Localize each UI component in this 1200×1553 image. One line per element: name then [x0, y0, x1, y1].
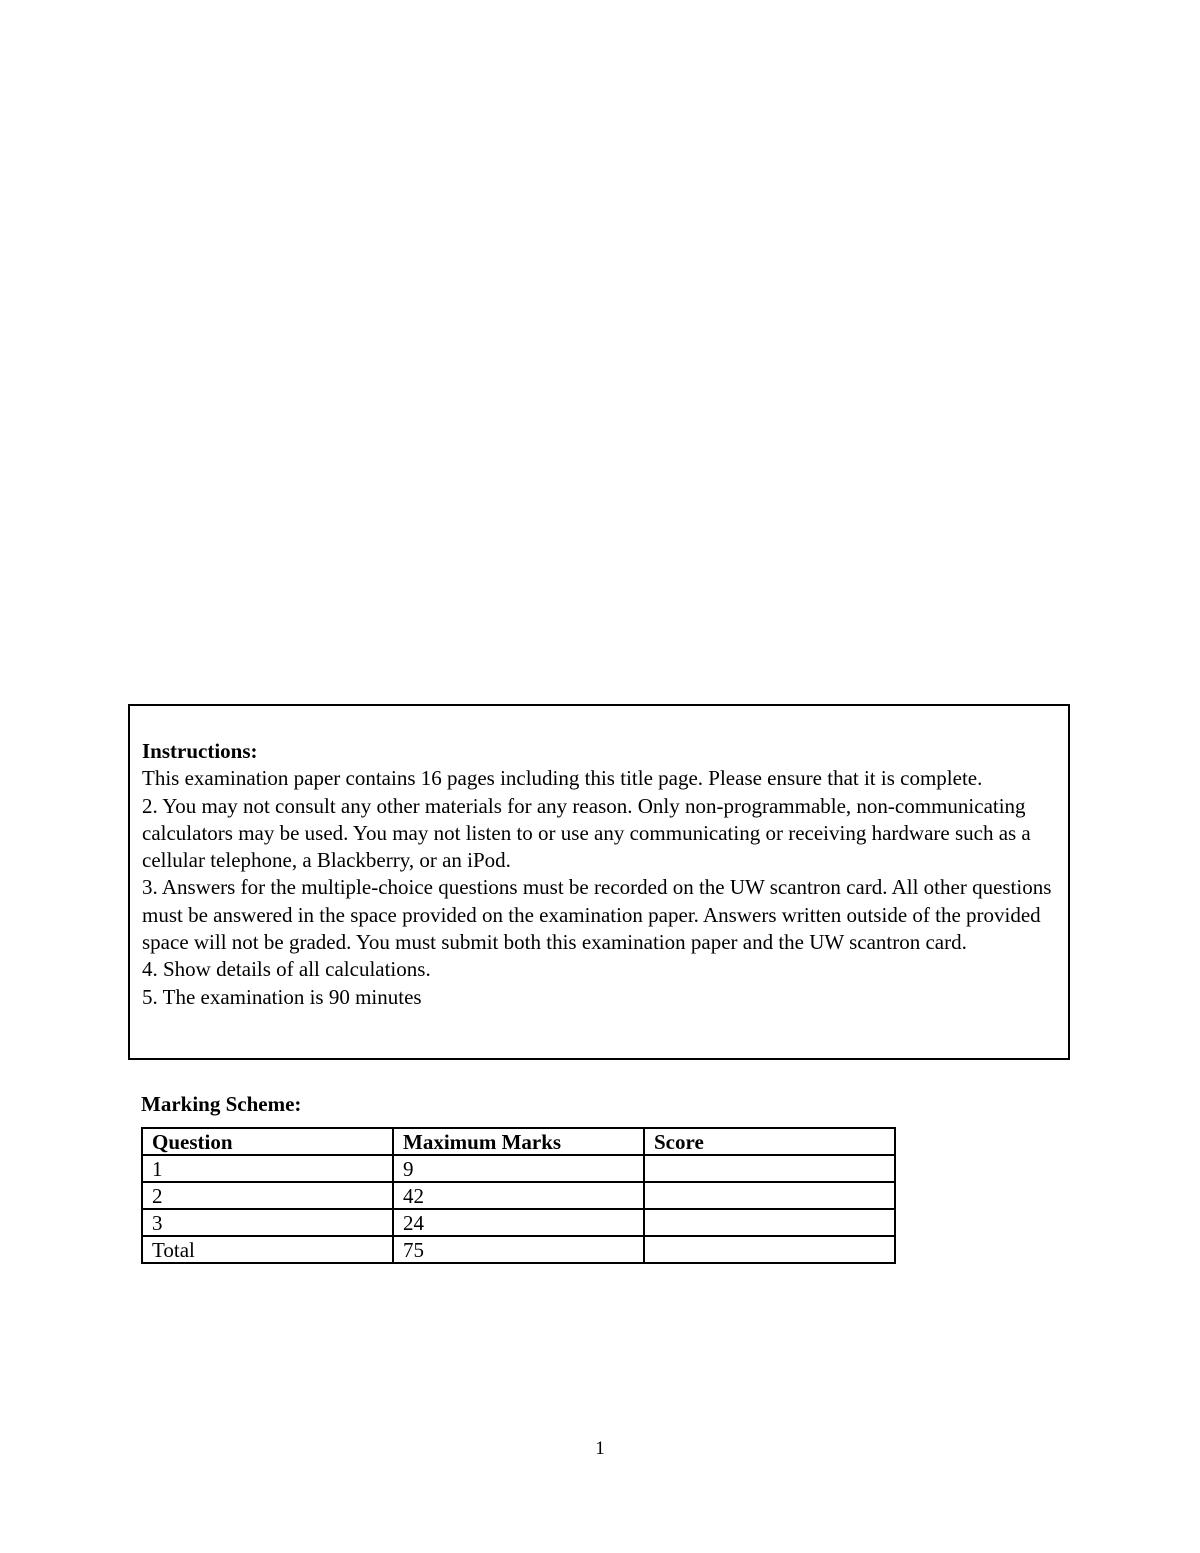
header-question: Question: [142, 1128, 393, 1155]
score-cell: [644, 1209, 895, 1236]
question-cell: Total: [142, 1236, 393, 1263]
instructions-heading: Instructions:: [142, 739, 258, 763]
instruction-item-1: This examination paper contains 16 pages including this title page. Please ensure that it is complete.: [142, 766, 983, 791]
score-cell: [644, 1236, 895, 1263]
score-cell: [644, 1182, 895, 1209]
max-marks-cell: 9: [393, 1155, 644, 1182]
table-row: [142, 1155, 895, 1182]
header-maximum-marks: Maximum Marks: [393, 1128, 644, 1155]
table-header-row: [142, 1128, 895, 1155]
instructions-box: [128, 704, 1070, 1060]
marking-scheme-title: Marking Scheme:: [141, 1092, 302, 1116]
instruction-item-3: 3. Answers for the multiple-choice questions must be recorded on the UW scantron card. All other questions must be answered in the space provided on the examination paper. Answers written outside of the provided space will not be graded. You must submit both this examination paper and the UW scantron card.: [142, 875, 1052, 955]
max-marks-cell: 75: [393, 1236, 644, 1263]
page-number: 1: [595, 1438, 605, 1459]
header-score: Score: [644, 1128, 895, 1155]
max-marks-cell: 42: [393, 1182, 644, 1209]
table-row: [142, 1209, 895, 1236]
instruction-item-4: 4. Show details of all calculations.: [142, 957, 431, 982]
table-row-total: [142, 1236, 895, 1263]
question-cell: 3: [142, 1209, 393, 1236]
score-cell: [644, 1155, 895, 1182]
marking-scheme-table: [141, 1127, 896, 1264]
question-cell: 1: [142, 1155, 393, 1182]
table-row: [142, 1182, 895, 1209]
instruction-item-2: 2. You may not consult any other materials for any reason. Only non-programmable, non-communicating calculators may be used. You may not listen to or use any communicating or receiving hardware such as a cellular telephone, a Blackberry, or an iPod.: [142, 793, 1031, 873]
question-cell: 2: [142, 1182, 393, 1209]
max-marks-cell: 24: [393, 1209, 644, 1236]
instruction-item-5: 5. The examination is 90 minutes: [142, 984, 422, 1009]
